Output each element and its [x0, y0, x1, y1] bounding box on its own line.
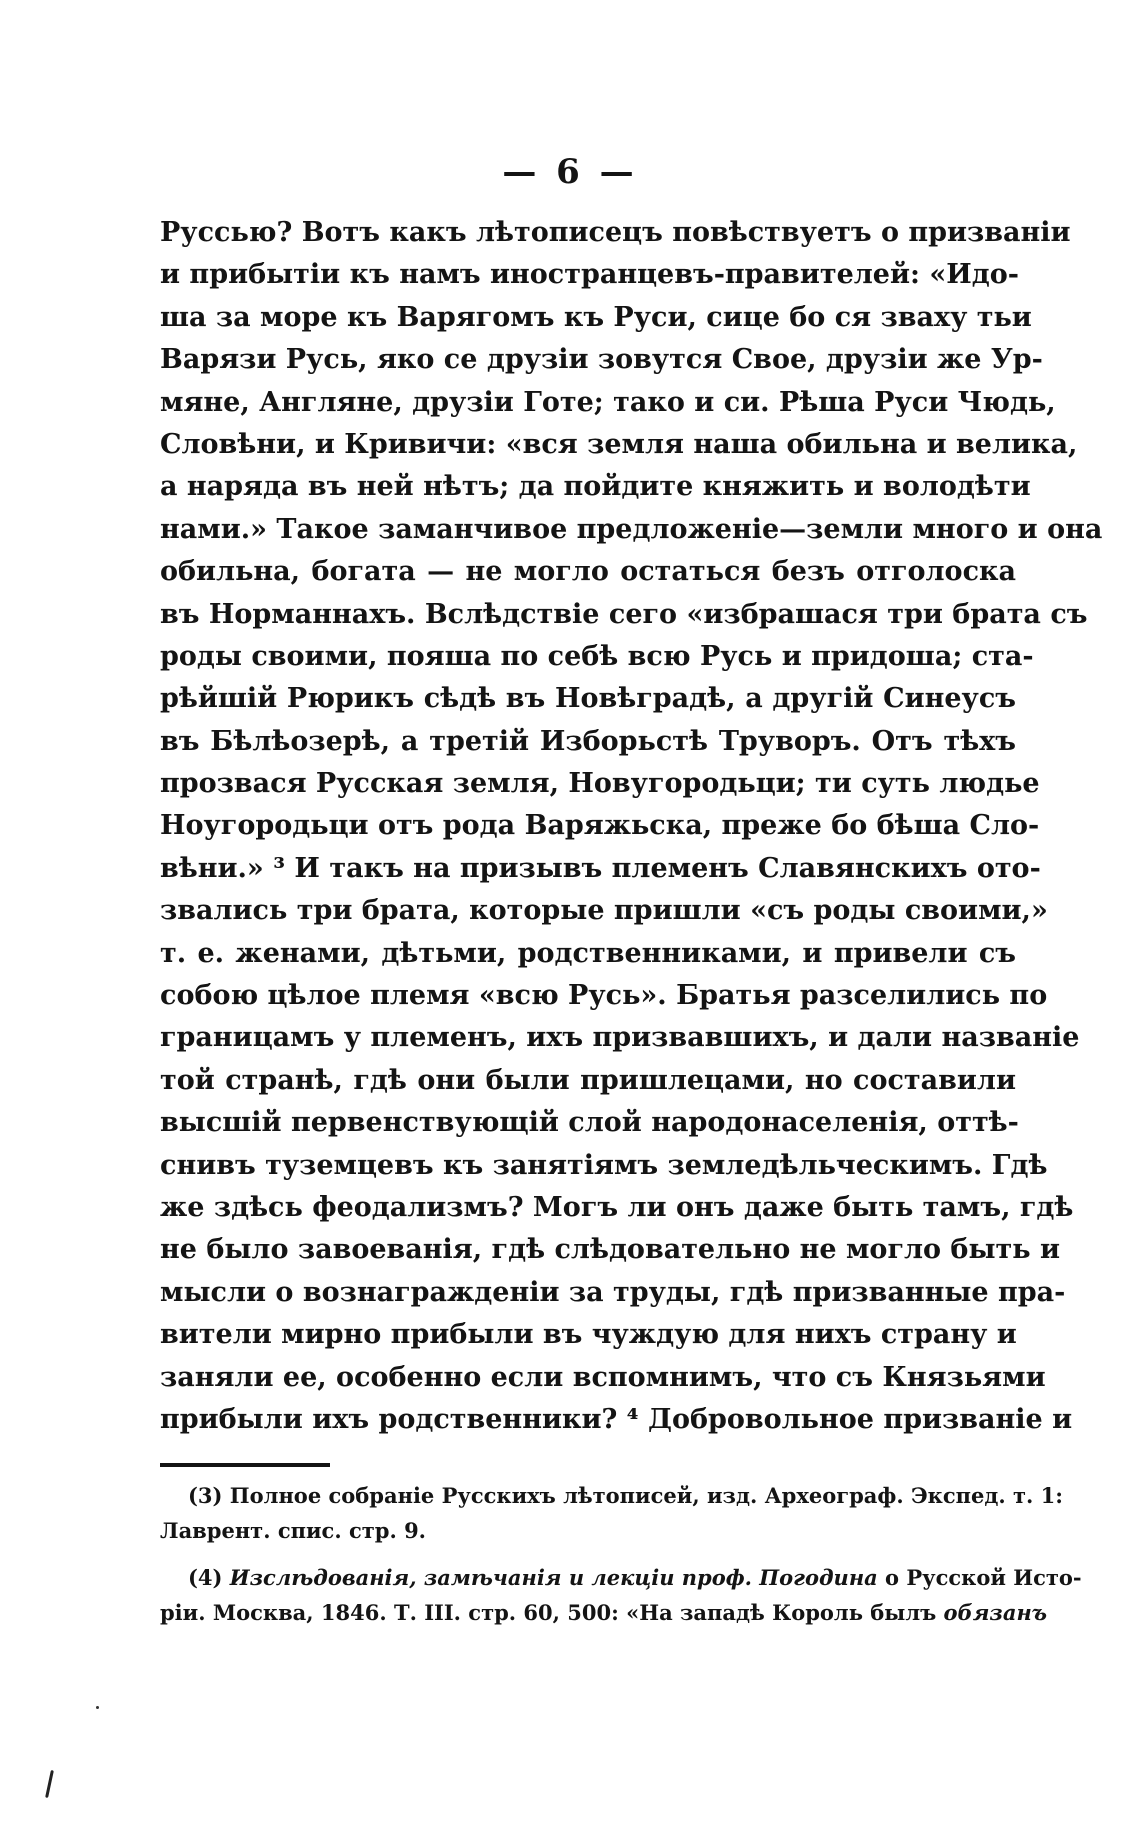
body-text: [160, 212, 1103, 1441]
text-line: Словѣни, и Кривичи: «вся земля наша обильна и велика,: [160, 428, 1078, 460]
text-line: снивъ туземцевъ къ занятіямъ земледѣльческимъ. Гдѣ: [160, 1149, 1048, 1181]
text-line: и прибытіи къ намъ иностранцевъ-правителей: «Идо-: [160, 259, 1019, 291]
margin-pen-mark: [45, 1770, 54, 1798]
text-line: той странѣ, гдѣ они были пришлецами, но составили: [160, 1064, 1016, 1096]
text-line: Варязи Русь, яко се друзіи зовутся Свое, друзіи же Ур-: [160, 344, 1043, 376]
text-line: прибыли ихъ родственники? ⁴ Добровольное призваніе и: [160, 1403, 1073, 1435]
text-line: границамъ у племенъ, ихъ призвавшихъ, и дали названіе: [160, 1022, 1080, 1054]
text-line: заняли ее, особенно если вспомнимъ, что съ Князьями: [160, 1361, 1046, 1393]
footnote-3-line-1: (3) Полное собраніе Русскихъ лѣтописей, изд. Археограф. Экспед. т. 1:: [188, 1483, 1063, 1508]
text-line: мяне, Англяне, друзіи Готе; тако и си. Рѣша Руси Чюдь,: [160, 386, 1056, 418]
footnote-4-line-1-rest: о Русской Исто-: [877, 1565, 1082, 1590]
text-line: нами.» Такое заманчивое предложеніе—земли много и она: [160, 513, 1103, 545]
text-line: мысли о вознагражденіи за труды, гдѣ призванные пра-: [160, 1276, 1066, 1308]
footnote-4-label: (4): [188, 1565, 230, 1590]
text-line: роды своими, пояша по себѣ всю Русь и придоша; ста-: [160, 640, 1034, 672]
text-line: не было завоеванія, гдѣ слѣдовательно не могло быть и: [160, 1234, 1060, 1266]
text-line: рѣйшій Рюрикъ сѣдѣ въ Новѣградѣ, а другій Синеусъ: [160, 683, 1016, 715]
page-number: — 6 —: [502, 152, 638, 192]
text-line: обильна, богата — не могло остаться безъ отголоска: [160, 556, 1016, 588]
footnote-4-line-2-italic: обязанъ: [943, 1600, 1048, 1625]
footnotes: [160, 1478, 1082, 1630]
text-line: прозвася Русская земля, Новугородьци; ти суть людье: [160, 768, 1040, 800]
footnote-4-line-2-main: ріи. Москва, 1846. Т. III. стр. 60, 500: «На западѣ Король былъ: [160, 1600, 944, 1625]
text-line: въ Бѣлѣозерѣ, а третій Изборьстѣ Труворъ. Отъ тѣхъ: [160, 725, 1016, 757]
text-line: же здѣсь феодализмъ? Могъ ли онъ даже быть тамъ, гдѣ: [160, 1191, 1074, 1223]
text-line: а наряда въ ней нѣтъ; да пойдите княжить и володѣти: [160, 471, 1031, 503]
footnote-3-line-2: Лаврент. спис. стр. 9.: [160, 1518, 426, 1543]
text-line: звались три брата, которые пришли «съ роды своими,»: [160, 895, 1048, 927]
text-line: собою цѣлое племя «всю Русь». Братья разселились по: [160, 980, 1048, 1012]
text-line: Ноугородьци отъ рода Варяжьска, преже бо бѣша Сло-: [160, 810, 1040, 842]
text-line: въ Норманнахъ. Вслѣдствіе сего «избрашася три брата съ: [160, 598, 1088, 630]
text-line: ша за море къ Варягомъ къ Руси, сице бо ся зваху тьи: [160, 301, 1032, 333]
text-line: вѣни.» ³ И такъ на призывъ племенъ Славянскихъ ото-: [160, 852, 1041, 884]
footnote-separator: [160, 1463, 330, 1467]
text-line: вители мирно прибыли въ чуждую для нихъ страну и: [160, 1319, 1017, 1351]
footnote-4-title: Изслѣдованія, замѣчанія и лекціи проф. Погодина: [229, 1565, 878, 1590]
text-line: т. е. женами, дѣтьми, родственниками, и привели съ: [160, 937, 1016, 969]
text-line: Руссью? Вотъ какъ лѣтописецъ повѣствуетъ о призваніи: [160, 217, 1071, 248]
text-line: высшій первенствующій слой народонаселенія, оттѣ-: [160, 1107, 1019, 1139]
footnote-4-line-2: [160, 1595, 1048, 1630]
scan-speck: [96, 1706, 99, 1709]
footnote-4-line-1: [160, 1560, 1082, 1595]
